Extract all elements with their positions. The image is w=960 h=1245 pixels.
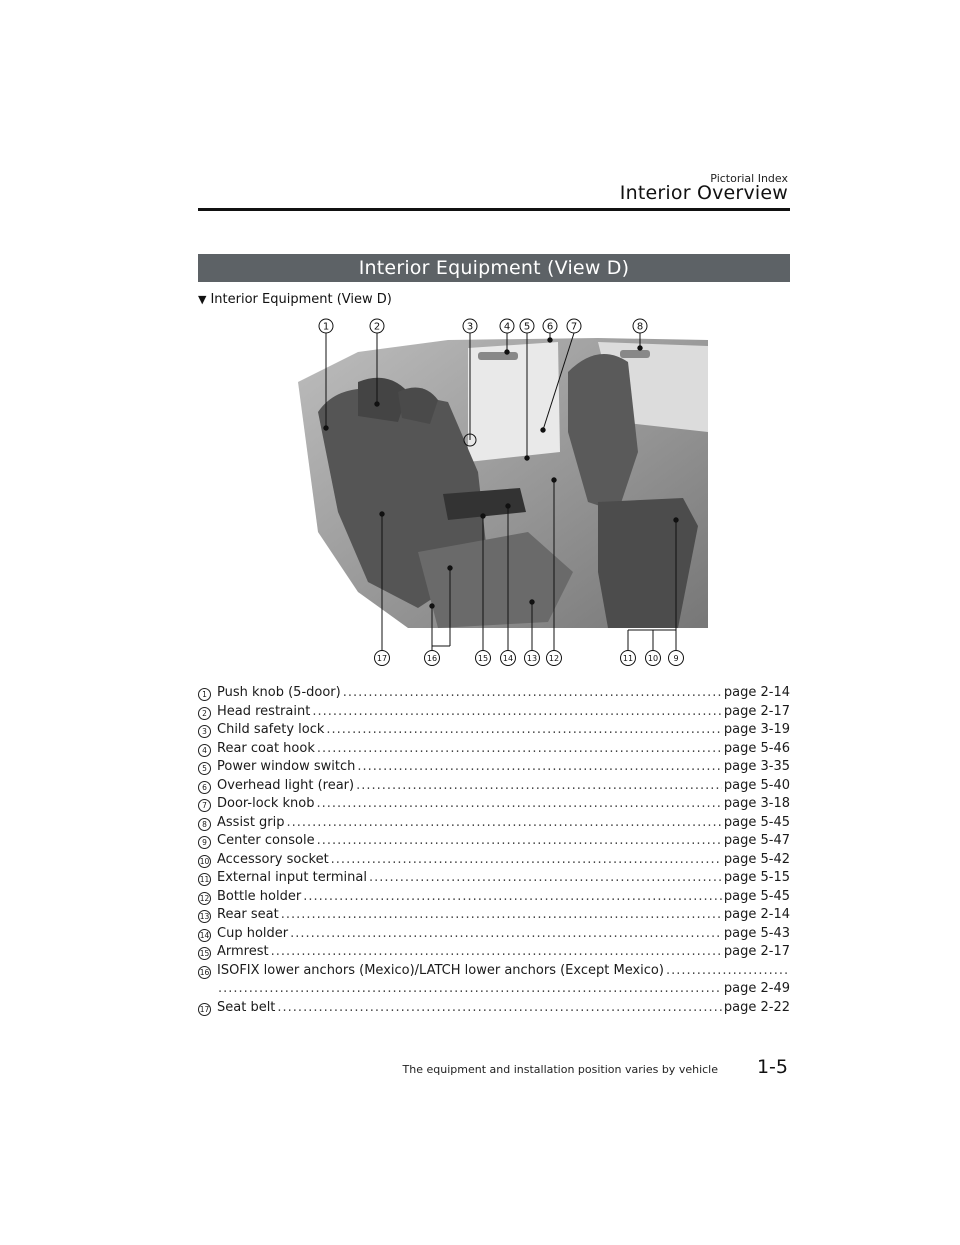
svg-text:7: 7 [570, 321, 578, 333]
page-reference[interactable]: page 5-42 [723, 851, 790, 867]
leader-dots [277, 999, 721, 1018]
list-item [198, 758, 790, 777]
item-label: Child safety lock [217, 722, 325, 737]
list-item [198, 721, 790, 740]
callout-12 [547, 651, 562, 666]
svg-text:17: 17 [376, 654, 388, 663]
triangle-down-icon: ▼ [198, 293, 207, 306]
svg-text:11: 11 [622, 654, 634, 663]
callout-10 [646, 651, 661, 666]
page-reference[interactable]: page 2-17 [723, 944, 790, 959]
interior-illustration [298, 312, 708, 674]
item-label: Cup holder [217, 925, 289, 941]
leader-dots [317, 832, 722, 851]
svg-text:2: 2 [373, 321, 381, 333]
leader-dots [312, 703, 722, 722]
leader-dots [326, 721, 721, 740]
list-item [198, 869, 790, 888]
leader-dots [343, 684, 722, 703]
list-item [198, 777, 790, 796]
item-number: 1 [198, 688, 211, 701]
leader-dots [281, 906, 722, 925]
leader-dots [317, 740, 722, 759]
callout-1 [319, 319, 333, 333]
footer-note: The equipment and installation position varies by vehicle [402, 1063, 718, 1076]
leader-dots [666, 962, 788, 981]
list-item [198, 962, 790, 981]
item-number: 5 [198, 762, 211, 775]
subheading-text: Interior Equipment (View D) [210, 292, 392, 307]
item-number: 17 [199, 1004, 210, 1014]
item-label: Power window switch [217, 759, 356, 774]
item-label: Accessory socket [217, 851, 329, 867]
item-number: 12 [199, 893, 210, 903]
header-divider [198, 208, 790, 211]
list-item [198, 851, 790, 870]
list-item [198, 888, 790, 907]
svg-text:8: 8 [636, 321, 644, 333]
leader-dots [356, 777, 722, 796]
page-reference[interactable]: page 3-18 [723, 796, 790, 811]
svg-text:10: 10 [647, 654, 659, 663]
callout-8 [633, 319, 647, 333]
section-banner [198, 254, 790, 282]
item-label: External input terminal [217, 870, 367, 885]
svg-text:4: 4 [503, 321, 511, 333]
item-number: 2 [198, 707, 211, 720]
svg-text:3: 3 [466, 321, 474, 333]
callout-14 [501, 651, 516, 666]
svg-text:13: 13 [526, 654, 538, 663]
page-reference[interactable]: page 5-40 [723, 777, 790, 793]
item-number: 16 [199, 967, 210, 977]
section-label: Pictorial Index [710, 172, 788, 185]
page-reference[interactable]: page 5-43 [723, 925, 790, 941]
item-label: Assist grip [217, 814, 285, 830]
svg-text:1: 1 [322, 321, 330, 333]
item-number: 9 [198, 836, 211, 849]
leader-dots [331, 851, 722, 870]
list-item [198, 943, 790, 962]
page-number: 1-5 [756, 1056, 788, 1078]
item-number: 8 [198, 818, 211, 831]
item-label: Seat belt [217, 999, 276, 1015]
item-label: ISOFIX lower anchors (Mexico)/LATCH lower anchors (Except Mexico) [217, 962, 664, 978]
item-number: 11 [199, 875, 210, 884]
callout-16 [425, 651, 440, 666]
list-item [198, 795, 790, 814]
item-number: 14 [199, 930, 210, 940]
page-reference[interactable]: page 5-47 [723, 833, 790, 848]
list-item [198, 684, 790, 703]
item-number: 15 [199, 949, 210, 958]
list-item-continuation [198, 980, 790, 999]
callout-3 [463, 319, 477, 333]
callout-7 [567, 319, 581, 333]
callout-17 [375, 651, 390, 666]
item-label: Rear coat hook [217, 740, 315, 756]
callout-15 [476, 651, 491, 666]
list-item [198, 999, 790, 1018]
page-reference[interactable]: page 3-35 [723, 759, 790, 774]
leader-dots [218, 980, 722, 999]
item-number: 4 [198, 744, 211, 757]
callout-13 [525, 651, 540, 666]
item-label: Rear seat [217, 907, 279, 922]
list-item [198, 703, 790, 722]
leader-dots [357, 758, 721, 777]
leader-dots [316, 795, 721, 814]
svg-text:9: 9 [673, 654, 679, 663]
item-label: Overhead light (rear) [217, 777, 355, 793]
svg-text:12: 12 [548, 654, 560, 663]
item-label: Bottle holder [217, 888, 302, 904]
page-reference[interactable]: page 5-46 [723, 740, 790, 756]
list-item [198, 832, 790, 851]
item-label: Push knob (5-door) [217, 685, 341, 700]
page-reference[interactable]: page 2-49 [723, 981, 790, 996]
page-reference[interactable]: page 2-22 [723, 999, 790, 1015]
callout-6 [543, 319, 557, 333]
page-reference[interactable]: page 5-15 [723, 870, 790, 885]
page-title: Interior Overview [619, 182, 788, 204]
item-label: Head restraint [217, 703, 311, 719]
svg-text:16: 16 [426, 654, 438, 663]
svg-text:14: 14 [502, 654, 514, 663]
item-label: Door-lock knob [217, 796, 315, 811]
list-item [198, 906, 790, 925]
leader-dots [303, 888, 722, 907]
photo-area [298, 338, 708, 628]
callout-5 [520, 319, 534, 333]
callout-4 [500, 319, 514, 333]
item-number: 13 [199, 912, 210, 921]
callout-11 [621, 651, 636, 666]
page-reference[interactable]: page 5-45 [723, 888, 790, 904]
page-reference[interactable]: page 2-14 [723, 685, 790, 700]
callout-9 [669, 651, 684, 666]
item-number: 7 [198, 799, 211, 812]
svg-text:6: 6 [546, 321, 554, 333]
callout-2 [370, 319, 384, 333]
list-item [198, 814, 790, 833]
leader-dots [287, 814, 722, 833]
item-number: 10 [199, 856, 210, 866]
banner-title: Interior Equipment (View D) [358, 257, 630, 279]
item-label: Armrest [217, 944, 269, 959]
item-number: 6 [198, 781, 211, 794]
subheading [198, 292, 392, 307]
svg-text:15: 15 [477, 654, 489, 663]
equipment-list [198, 684, 790, 1017]
page-reference[interactable]: page 2-14 [723, 907, 790, 922]
list-item [198, 740, 790, 759]
page-reference[interactable]: page 5-45 [723, 814, 790, 830]
leader-dots [369, 869, 722, 888]
leader-dots [271, 943, 722, 962]
page-reference[interactable]: page 2-17 [723, 703, 790, 719]
page-reference[interactable]: page 3-19 [723, 722, 790, 737]
item-number: 3 [198, 725, 211, 738]
leader-dots [290, 925, 722, 944]
list-item [198, 925, 790, 944]
item-label: Center console [217, 833, 315, 848]
svg-text:5: 5 [523, 321, 531, 333]
